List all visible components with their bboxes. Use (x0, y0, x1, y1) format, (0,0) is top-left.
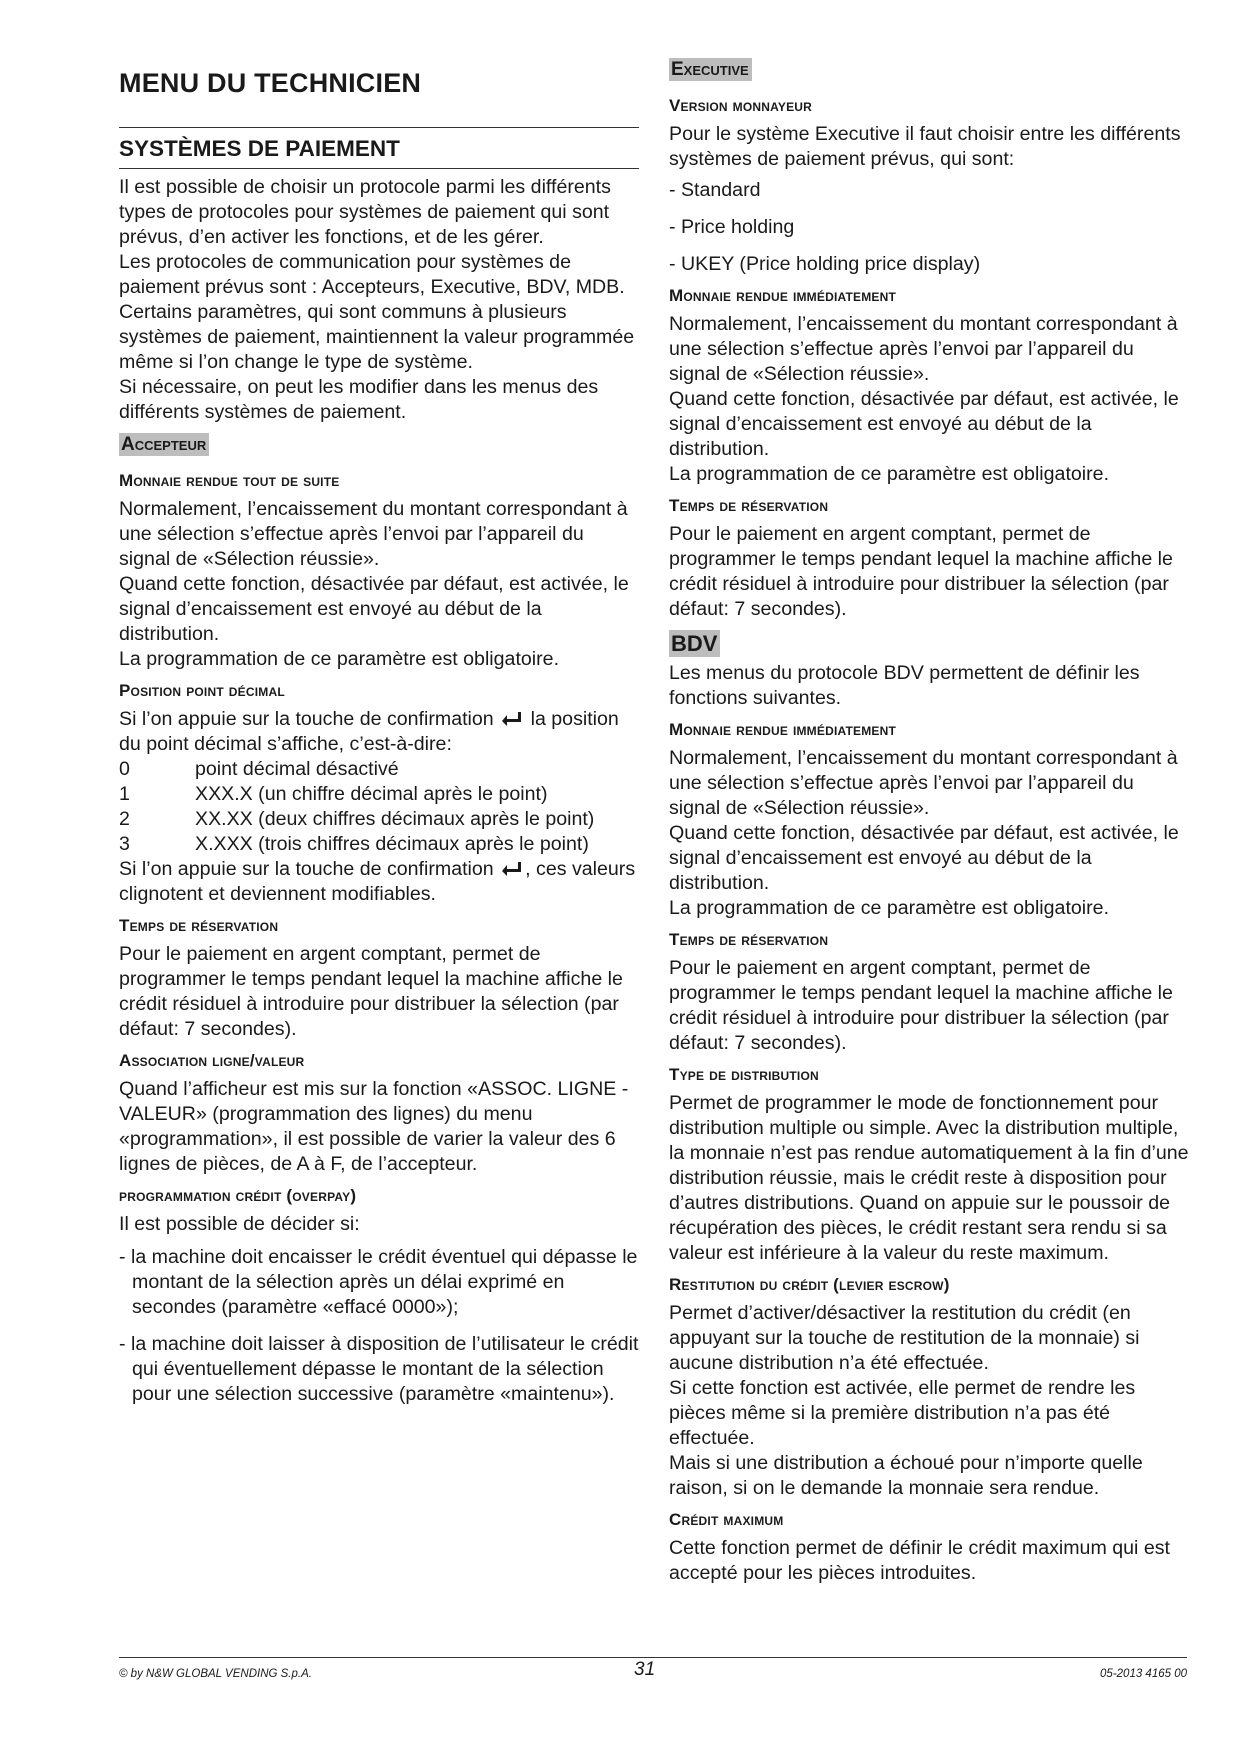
subheading-credit-maximum: Crédit maximum (669, 1510, 784, 1529)
paragraph: Permet d’activer/désactiver la restitution du crédit (en appuyant sur la touche de restitution de la monnaie) si aucune distribution n’a été effectuée. (669, 1302, 1140, 1374)
list-item: - la machine doit laisser à disposition de l’utilisateur le crédit qui éventuellement dépasse le montant de la sélection pour une sélection successive (paramètre «maintenu»). (119, 1333, 639, 1405)
left-column (119, 62, 639, 1407)
paragraph: Normalement, l’encaissement du montant correspondant à une sélection s’effectue après l’envoi par l’appareil du signal de «Sélection réussie». (669, 747, 1178, 819)
paragraph: Si l’on appuie sur la touche de confirmation la position du point décimal s’affiche, c’est-à-dire: (119, 708, 619, 755)
document-code: 05-2013 4165 00 (1100, 1668, 1187, 1680)
subheading-monnaie-rendue: Monnaie rendue immédiatement (669, 720, 896, 739)
paragraph: Quand cette fonction, désactivée par défaut, est activée, le signal d’encaissement est envoyé au début de la distribution. (119, 573, 629, 645)
paragraph: La programmation de ce paramètre est obligatoire. (669, 463, 1110, 485)
paragraph: Pour le paiement en argent comptant, permet de programmer le temps pendant lequel la machine affiche le crédit résiduel à introduire pour distribuer la sélection (par défaut: 7 secondes). (119, 943, 623, 1040)
option-row: 1 XXX.X (un chiffre décimal après le point) (119, 783, 548, 805)
intro-paragraph: Les protocoles de communication pour systèmes de paiement prévus sont : Accepteurs, Executive, BDV, MDB. (119, 251, 625, 298)
paragraph: Pour le paiement en argent comptant, permet de programmer le temps pendant lequel la machine affiche le crédit résiduel à introduire pour distribuer la sélection (par défaut: 7 secondes). (669, 523, 1173, 620)
enter-key-icon (501, 711, 523, 727)
subheading-programmation-credit: programmation crédit (overpay) (119, 1186, 357, 1205)
intro-paragraph: Certains paramètres, qui sont communs à plusieurs systèmes de paiement, maintiennent la valeur programmée même si l’on change le type de système. (119, 301, 635, 373)
list-item: - la machine doit encaisser le crédit éventuel qui dépasse le montant de la sélection après un délai exprimé en secondes (paramètre «effacé 0000»); (119, 1246, 638, 1318)
paragraph: Quand cette fonction, désactivée par défaut, est activée, le signal d’encaissement est envoyé au début de la distribution. (669, 822, 1179, 894)
subheading-temps-reservation: Temps de réservation (669, 496, 829, 515)
option-row: 3 X.XXX (trois chiffres décimaux après le point) (119, 833, 589, 855)
paragraph: Cette fonction permet de définir le crédit maximum qui est accepté pour les pièces introduites. (669, 1537, 1170, 1584)
page-title: MENU DU TECHNICIEN (119, 68, 422, 98)
paragraph: Normalement, l’encaissement du montant correspondant à une sélection s’effectue après l’envoi par l’appareil du signal de «Sélection réussie». (669, 313, 1178, 385)
intro-paragraph: Il est possible de choisir un protocole parmi les différents types de protocoles pour systèmes de paiement qui sont prévus, d’en activer les fonctions, et de les gérer. (119, 176, 611, 248)
paragraph: Normalement, l’encaissement du montant correspondant à une sélection s’effectue après l’envoi par l’appareil du signal de «Sélection réussie». (119, 498, 628, 570)
bdv-heading: BDV (669, 630, 720, 657)
copyright: © by N&W GLOBAL VENDING S.p.A. (119, 1668, 312, 1680)
page-number: 31 (634, 1659, 656, 1680)
list-item: - Price holding (669, 216, 795, 238)
enter-key-icon (501, 861, 523, 877)
accepteur-heading: Accepteur (119, 433, 209, 456)
paragraph: La programmation de ce paramètre est obligatoire. (669, 897, 1110, 919)
subheading-position-point: Position point décimal (119, 681, 285, 700)
paragraph: Pour le paiement en argent comptant, permet de programmer le temps pendant lequel la machine affiche le crédit résiduel à introduire pour distribuer la sélection (par défaut: 7 secondes). (669, 957, 1173, 1054)
right-column (669, 59, 1189, 1586)
section-title: SYSTÈMES DE PAIEMENT (119, 127, 639, 169)
list-item: - Standard (669, 179, 761, 201)
paragraph: Les menus du protocole BDV permettent de définir les fonctions suivantes. (669, 662, 1140, 709)
subheading-restitution-credit: Restitution du crédit (levier escrow) (669, 1275, 950, 1294)
paragraph: Quand cette fonction, désactivée par défaut, est activée, le signal d’encaissement est envoyé au début de la distribution. (669, 388, 1179, 460)
paragraph: Pour le système Executive il faut choisir entre les différents systèmes de paiement prévus, qui sont: (669, 123, 1181, 170)
paragraph: Mais si une distribution a échoué pour n’importe quelle raison, si on le demande la monnaie sera rendue. (669, 1452, 1143, 1499)
paragraph: Il est possible de décider si: (119, 1213, 360, 1235)
subheading-association: Association ligne/valeur (119, 1051, 305, 1070)
option-row: 0 point décimal désactivé (119, 758, 399, 780)
paragraph: Permet de programmer le mode de fonctionnement pour distribution multiple ou simple. Avec la distribution multiple, la monnaie n’est pas rendue automatiquement à la fin d’une distribution réussie, mais le crédit reste à disposition pour d’autres distributions. Quand on appuie sur le poussoir de récupération des pièces, le crédit restant sera rendu si sa valeur est inférieure à la valeur du reste maximum. (669, 1092, 1189, 1264)
subheading-temps-reservation: Temps de réservation (119, 916, 279, 935)
option-row: 2 XX.XX (deux chiffres décimaux après le point) (119, 808, 595, 830)
paragraph: Si l’on appuie sur la touche de confirmation , ces valeurs clignotent et deviennent modifiables. (119, 858, 636, 905)
intro-paragraph: Si nécessaire, on peut les modifier dans les menus des différents systèmes de paiement. (119, 376, 599, 423)
subheading-monnaie-rendue: Monnaie rendue tout de suite (119, 471, 340, 490)
page-footer (119, 1657, 1187, 1684)
subheading-monnaie-rendue: Monnaie rendue immédiatement (669, 286, 896, 305)
paragraph: La programmation de ce paramètre est obligatoire. (119, 648, 560, 670)
subheading-temps-reservation: Temps de réservation (669, 930, 829, 949)
list-item: - UKEY (Price holding price display) (669, 253, 981, 275)
subheading-version-monnayeur: Version monnayeur (669, 96, 813, 115)
executive-heading: Executive (669, 58, 752, 81)
paragraph: Si cette fonction est activée, elle permet de rendre les pièces même si la première distribution n’a pas été effectuée. (669, 1377, 1136, 1449)
subheading-type-distribution: Type de distribution (669, 1065, 819, 1084)
paragraph: Quand l’afficheur est mis sur la fonction «ASSOC. LIGNE - VALEUR» (programmation des lignes) du menu «programmation», il est possible de varier la valeur des 6 lignes de pièces, de A à F, de l’accepteur. (119, 1078, 629, 1175)
